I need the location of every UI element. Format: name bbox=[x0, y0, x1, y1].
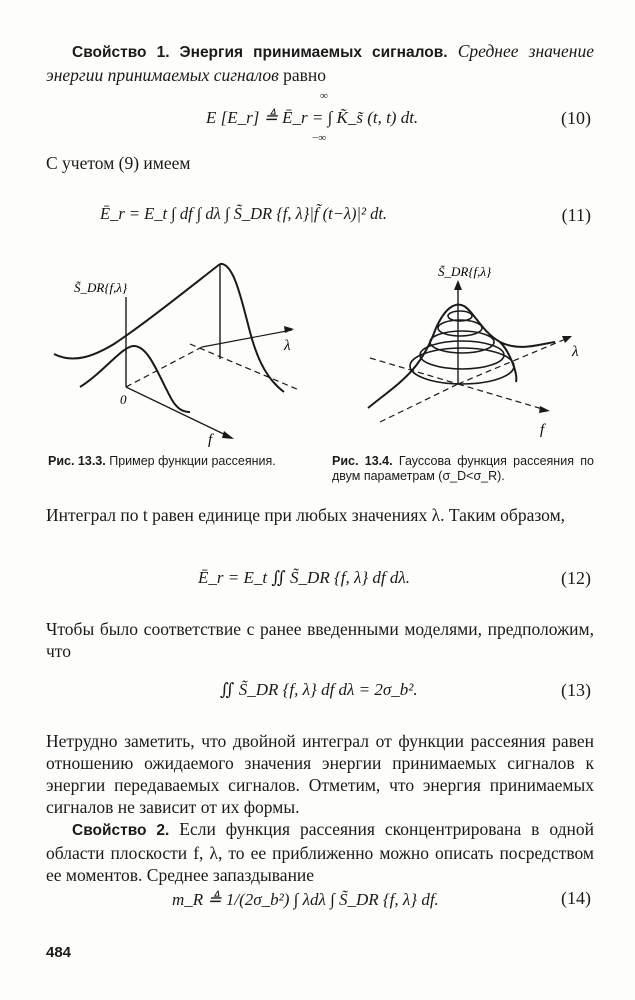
fig2-lambda-arrow bbox=[562, 336, 572, 343]
fig1-ridge bbox=[54, 264, 220, 359]
equation-13-number: (13) bbox=[561, 680, 591, 700]
fig1-front-curve bbox=[80, 346, 190, 412]
section1-paragraph bbox=[46, 40, 594, 86]
fig1-lambda-arrow bbox=[284, 326, 294, 333]
section2-heading: Свойство 2. bbox=[72, 822, 170, 839]
fig2-lambda-label: λ bbox=[572, 344, 579, 360]
figure-13-4 bbox=[350, 262, 590, 442]
fig2-vertical-arrow bbox=[454, 280, 462, 290]
fig1-lambda-axis bbox=[202, 330, 292, 347]
equation-14-number: (14) bbox=[561, 888, 591, 908]
fig1-caption-text: Пример функции рассеяния. bbox=[109, 454, 276, 468]
fig1-f-label: f bbox=[208, 432, 213, 448]
page-number: 484 bbox=[46, 944, 72, 961]
fig1-f-axis bbox=[126, 387, 232, 438]
text-models: Чтобы было соответствие с ранее введенными моделями, предположим, что bbox=[46, 619, 594, 661]
fig2-ylabel: S̃_DR{f,λ} bbox=[438, 264, 492, 279]
figure-13-3-caption bbox=[48, 454, 310, 469]
fig2-contour-3 bbox=[430, 331, 494, 353]
fig1-caption-number: Рис. 13.3. bbox=[48, 454, 106, 468]
equation-14: m_R ≜ 1/(2σ_b²) ∫ λdλ ∫ S̃_DR {f, λ} df. bbox=[172, 890, 439, 909]
equation-13: ∬ S̃_DR {f, λ} df dλ = 2σ_b². bbox=[220, 680, 418, 699]
equation-10-lower-limit: −∞ bbox=[312, 132, 327, 144]
text-with-eq9: С учетом (9) имеем bbox=[46, 153, 191, 173]
equation-12-number: (12) bbox=[561, 568, 591, 588]
equation-11-number: (11) bbox=[561, 205, 591, 225]
equation-10: E [E_r] ≜ Ē_r = ∫ K̃_s̃ (t, t) dt. bbox=[206, 108, 419, 127]
fig1-origin-label: 0 bbox=[120, 392, 127, 407]
equation-10-number: (10) bbox=[561, 108, 591, 128]
fig1-dashed-diagonal bbox=[190, 344, 299, 390]
text-integral: Интеграл по t равен единице при любых значениях λ. Таким образом, bbox=[46, 505, 566, 525]
fig1-lambda-axis-back bbox=[126, 347, 202, 387]
fig2-f-axis-back bbox=[370, 358, 458, 384]
fig1-f-arrow bbox=[222, 431, 234, 439]
section1-lead: Среднее значение энергии принимаемых сигналов bbox=[46, 41, 594, 85]
figure-13-3 bbox=[44, 262, 291, 448]
fig2-f-arrow bbox=[539, 406, 550, 413]
text-double-integral: Нетрудно заметить, что двойной интеграл от функции рассеяния равен отношению ожидаемого значения энергии принимаемых сигналов к энергии передаваемых сигналов. Отметим, что энергия принимаемых сигналов не зависит от их формы. bbox=[46, 731, 594, 817]
equation-10-upper-limit: ∞ bbox=[320, 90, 328, 102]
fig1-lambda-label: λ bbox=[284, 338, 291, 354]
figure-13-4-caption bbox=[332, 454, 594, 484]
section1-lead-tail: равно bbox=[283, 65, 326, 85]
fig2-f-label: f bbox=[540, 422, 545, 438]
section2-text: Если функция рассеяния сконцентрирована в одной области плоскости f, λ, то ее приближенно можно описать посредством ее моментов. Среднее запаздывание bbox=[46, 819, 595, 885]
equation-12: Ē_r = E_t ∬ S̃_DR {f, λ} df dλ. bbox=[198, 568, 410, 587]
fig1-ylabel: S̃_DR{f,λ} bbox=[74, 280, 128, 295]
fig2-caption-text: Гауссова функция рассеяния по двум параметрам (σ_D<σ_R). bbox=[332, 454, 594, 483]
fig2-envelope-right bbox=[500, 342, 516, 382]
fig1-right-curve bbox=[220, 264, 284, 392]
section2-paragraph bbox=[46, 818, 594, 886]
fig2-f-axis bbox=[458, 384, 546, 410]
section1-heading: Свойство 1. Энергия принимаемых сигналов. bbox=[72, 44, 448, 61]
fig2-contour-4 bbox=[438, 320, 482, 336]
equation-11: Ē_r = E_t ∫ df ∫ dλ ∫ S̃_DR {f, λ}|f̃ (t−λ)|² dt. bbox=[100, 204, 388, 223]
fig2-caption-number: Рис. 13.4. bbox=[332, 454, 393, 468]
fig2-contour-2 bbox=[420, 341, 504, 369]
